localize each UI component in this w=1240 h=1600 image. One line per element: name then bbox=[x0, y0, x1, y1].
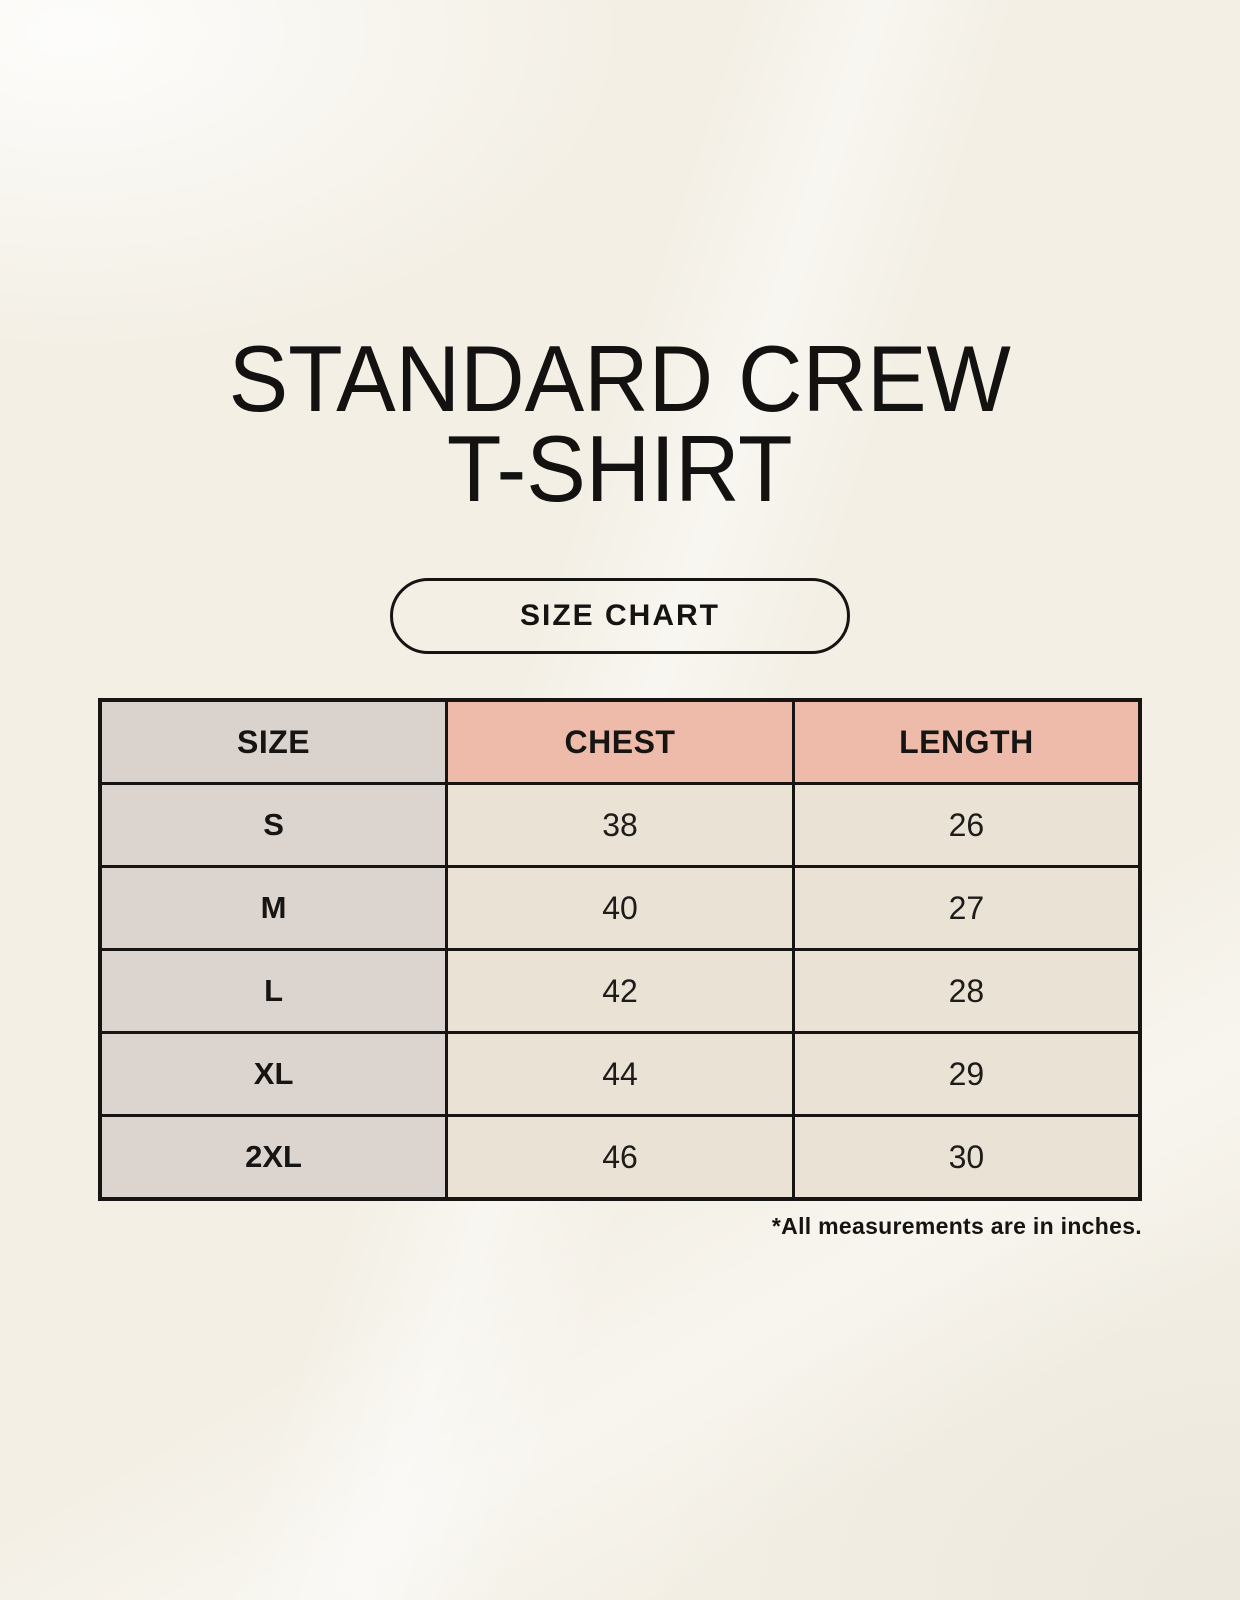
size-table bbox=[98, 698, 1142, 1201]
table-row bbox=[100, 950, 1140, 1033]
chest-value: 40 bbox=[447, 867, 794, 950]
table-row bbox=[100, 784, 1140, 867]
chest-value: 46 bbox=[447, 1116, 794, 1200]
length-value: 29 bbox=[793, 1033, 1140, 1116]
column-header-length: LENGTH bbox=[793, 700, 1140, 784]
size-table-container bbox=[98, 698, 1142, 1201]
size-label: M bbox=[100, 867, 447, 950]
length-value: 27 bbox=[793, 867, 1140, 950]
chest-value: 44 bbox=[447, 1033, 794, 1116]
size-label: L bbox=[100, 950, 447, 1033]
size-chart-button[interactable] bbox=[390, 578, 850, 654]
table-row bbox=[100, 1116, 1140, 1200]
length-value: 28 bbox=[793, 950, 1140, 1033]
size-label: S bbox=[100, 784, 447, 867]
product-title-line1: STANDARD CREW bbox=[228, 326, 1012, 431]
chest-value: 42 bbox=[447, 950, 794, 1033]
product-title-line2: T-SHIRT bbox=[447, 416, 793, 521]
table-row bbox=[100, 1033, 1140, 1116]
measurements-note: *All measurements are in inches. bbox=[771, 1213, 1142, 1239]
column-header-size: SIZE bbox=[100, 700, 447, 784]
table-row bbox=[100, 867, 1140, 950]
size-label: 2XL bbox=[100, 1116, 447, 1200]
size-label: XL bbox=[100, 1033, 447, 1116]
length-value: 30 bbox=[793, 1116, 1140, 1200]
chest-value: 38 bbox=[447, 784, 794, 867]
size-chart-button-label: SIZE CHART bbox=[520, 599, 720, 632]
length-value: 26 bbox=[793, 784, 1140, 867]
product-title-text bbox=[228, 326, 1012, 521]
header-row bbox=[100, 700, 1140, 784]
product-title bbox=[0, 0, 1240, 521]
size-table-header bbox=[100, 700, 1140, 784]
column-header-chest: CHEST bbox=[447, 700, 794, 784]
size-table-body bbox=[100, 784, 1140, 1200]
